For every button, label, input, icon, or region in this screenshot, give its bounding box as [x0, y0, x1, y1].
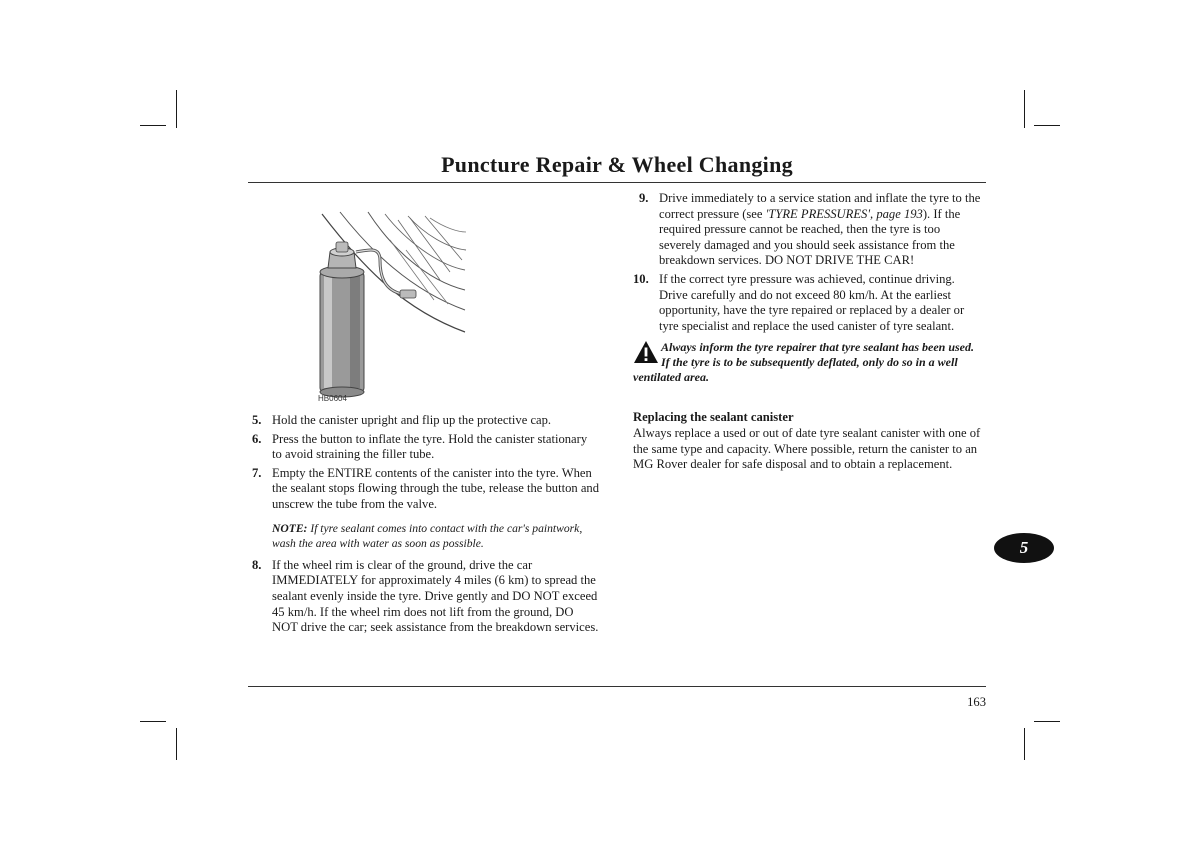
note-label: NOTE: [272, 521, 308, 535]
right-column [633, 191, 985, 473]
chapter-tab[interactable]: 5 [994, 533, 1054, 563]
crop-mark-bottom-left-h [140, 721, 166, 722]
step-number: 6. [252, 431, 262, 446]
warning-triangle-icon [633, 340, 659, 364]
step-7 [252, 466, 600, 513]
page-number: 163 [967, 695, 986, 709]
step-text: If the correct tyre pressure was achieved, continue driving. Drive carefully and do not exceed 80 km/h. At the earliest opportunity, have the tyre repaired or replaced by a dealer or tyre specialist and replace the used canister of tyre sealant. [659, 271, 965, 333]
step-8 [252, 558, 600, 636]
crop-mark-top-left-h [140, 125, 166, 126]
step-number: 10. [633, 271, 649, 286]
step-text: Press the button to inflate the tyre. Hold the canister stationary to avoid straining the filler tube. [272, 431, 588, 462]
step-text: Hold the canister upright and flip up the protective cap. [272, 413, 552, 427]
title-rule [248, 182, 986, 183]
warning-text: Always inform the tyre repairer that tyre sealant has been used. If the tyre is to be subsequently deflated, only do so in a well ventilated area. [633, 340, 975, 385]
crop-mark-bottom-right-v [1024, 728, 1025, 760]
section-heading: Replacing the sealant canister [633, 410, 794, 425]
section-body: Always replace a used or out of date tyre sealant canister with one of the same type and capacity. Where possible, return the canister to an MG Rover dealer for safe disposal and to obtain a replacement. [633, 425, 981, 472]
step-number: 7. [252, 465, 262, 480]
crop-mark-top-right-v [1024, 90, 1025, 128]
tyre-sealant-canister-illustration [310, 210, 470, 400]
step-text: Drive immediately to a service station and inflate the tyre to the correct pressure (see [659, 191, 981, 221]
left-column [252, 413, 600, 639]
crop-mark-bottom-right-h [1034, 721, 1060, 722]
step-9 [633, 191, 985, 269]
step-6 [252, 432, 600, 463]
step-text-after: ). If the required pressure cannot be reached, then the tyre is too severely damaged and you should seek assistance from the breakdown services. DO NOT DRIVE THE CAR! [659, 206, 961, 268]
step-text: If the wheel rim is clear of the ground, drive the car IMMEDIATELY for approximately 4 miles (6 km) to spread the sealant evenly inside the tyre. Drive gently and DO NOT exceed 45 km/h. If the wheel rim does not lift from the ground, DO NOT drive the car; seek assistance from the breakdown services. [272, 557, 599, 635]
step-10 [633, 272, 985, 334]
crop-mark-top-right-h [1034, 125, 1060, 126]
crop-mark-top-left-v [176, 90, 177, 128]
footer-rule [248, 686, 986, 687]
step-number: 8. [252, 557, 262, 572]
figure-caption: HB0604 [318, 394, 347, 403]
page-title: Puncture Repair & Wheel Changing [441, 152, 793, 177]
note-text: If tyre sealant comes into contact with the car's paintwork, wash the area with water as soon as possible. [272, 521, 583, 551]
cross-reference-link[interactable]: 'TYRE PRESSURES', page 193 [765, 206, 923, 221]
warning-box [633, 340, 985, 385]
step-number: 9. [639, 191, 649, 205]
step-text: Empty the ENTIRE contents of the canister into the tyre. When the sealant stops flowing through the tube, release the button and unscrew the tube from the valve. [272, 465, 600, 511]
crop-mark-bottom-left-v [176, 728, 177, 760]
step-number: 5. [252, 413, 262, 427]
step-5 [252, 413, 600, 429]
note-paintwork [252, 521, 600, 552]
